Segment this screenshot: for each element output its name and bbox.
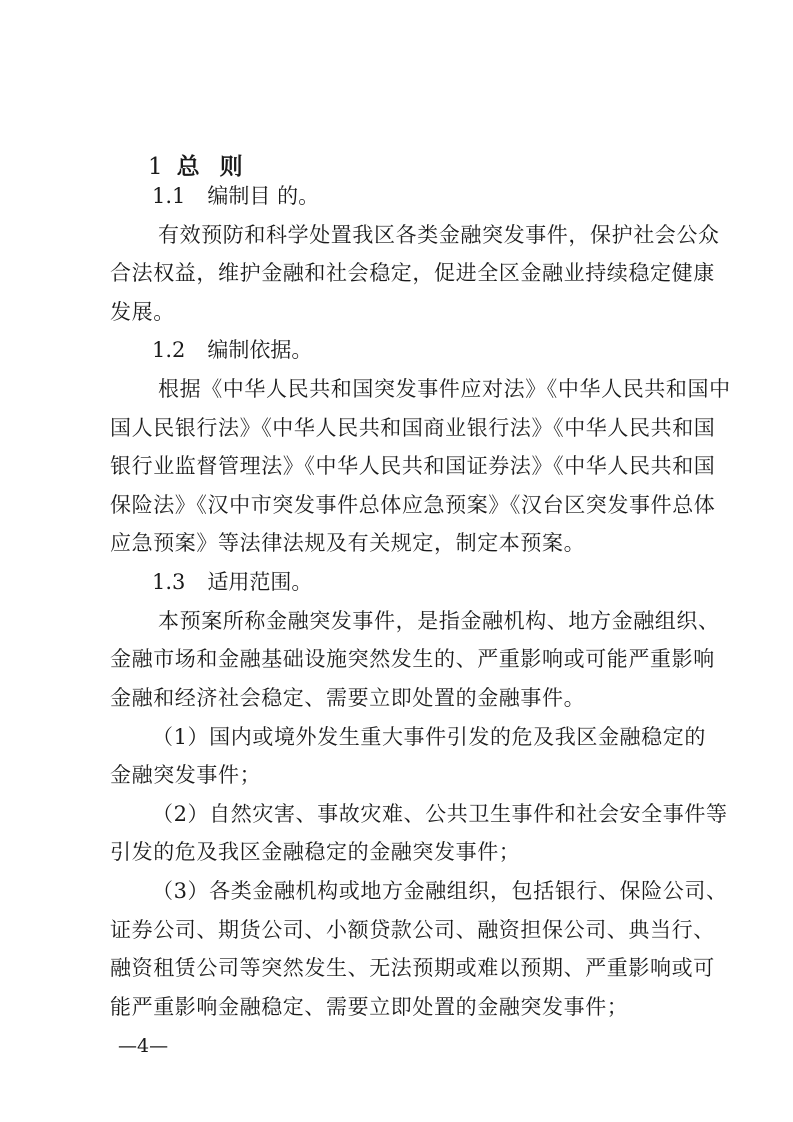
paragraph-line: 发展。 <box>110 299 175 324</box>
paragraph-line: 金融和经济社会稳定、需要立即处置的金融事件。 <box>110 685 586 710</box>
subsection-number: 1.3 <box>152 570 186 595</box>
section-title-char-2: 则 <box>219 153 243 180</box>
page-number: —4— <box>118 1035 169 1058</box>
paragraph-line: 应急预案》等法律法规及有关规定，制定本预案。 <box>110 531 586 556</box>
list-item-3-line: 证券公司、期货公司、小额贷款公司、融资担保公司、典当行、 <box>110 917 715 942</box>
list-item-3-line: （3）各类金融机构或地方金融组织，包括银行、保险公司、 <box>152 878 728 903</box>
list-item-1-line: （1）国内或境外发生重大事件引发的危及我区金融稳定的 <box>152 724 706 749</box>
paragraph-line: 金融市场和金融基础设施突然发生的、严重影响或可能严重影响 <box>110 647 715 672</box>
paragraph-line: 保险法》《汉中市突发事件总体应急预案》《汉台区突发事件总体 <box>110 492 716 517</box>
subsection-title: 适用范围。 <box>207 570 313 595</box>
subsection-heading-1-1 <box>152 182 319 210</box>
subsection-number: 1.1 <box>152 184 186 208</box>
subsection-heading-1-3 <box>152 568 312 596</box>
list-item-1-line: 金融突发事件； <box>110 763 262 788</box>
subsection-title: 编制依据。 <box>207 338 313 363</box>
list-item-2-line: （2）自然灾害、事故灾难、公共卫生事件和社会安全事件等 <box>152 801 728 826</box>
section-number: 1 <box>148 154 163 180</box>
section-heading <box>148 148 243 181</box>
paragraph-line: 银行业监督管理法》《中华人民共和国证券法》《中华人民共和国 <box>110 454 716 479</box>
subsection-title: 编制目 的。 <box>207 184 320 208</box>
paragraph-line: 国人民银行法》《中华人民共和国商业银行法》《中华人民共和国 <box>110 415 716 440</box>
list-item-2-line: 引发的危及我区金融稳定的金融突发事件； <box>110 840 521 865</box>
section-title-char-1: 总 <box>176 153 200 180</box>
paragraph-line: 本预案所称金融突发事件，是指金融机构、地方金融组织、 <box>158 608 720 633</box>
subsection-number: 1.2 <box>152 338 186 363</box>
paragraph-line: 根据《中华人民共和国突发事件应对法》《中华人民共和国中 <box>158 377 731 402</box>
paragraph-line: 合法权益，维护金融和社会稳定，促进全区金融业持续稳定健康 <box>110 261 715 286</box>
subsection-heading-1-2 <box>152 336 312 364</box>
paragraph-line: 有效预防和科学处置我区各类金融突发事件，保护社会公众 <box>158 222 720 247</box>
list-item-3-line: 能严重影响金融稳定、需要立即处置的金融突发事件； <box>110 994 629 1019</box>
list-item-3-line: 融资租赁公司等突然发生、无法预期或难以预期、严重影响或可 <box>110 956 715 981</box>
